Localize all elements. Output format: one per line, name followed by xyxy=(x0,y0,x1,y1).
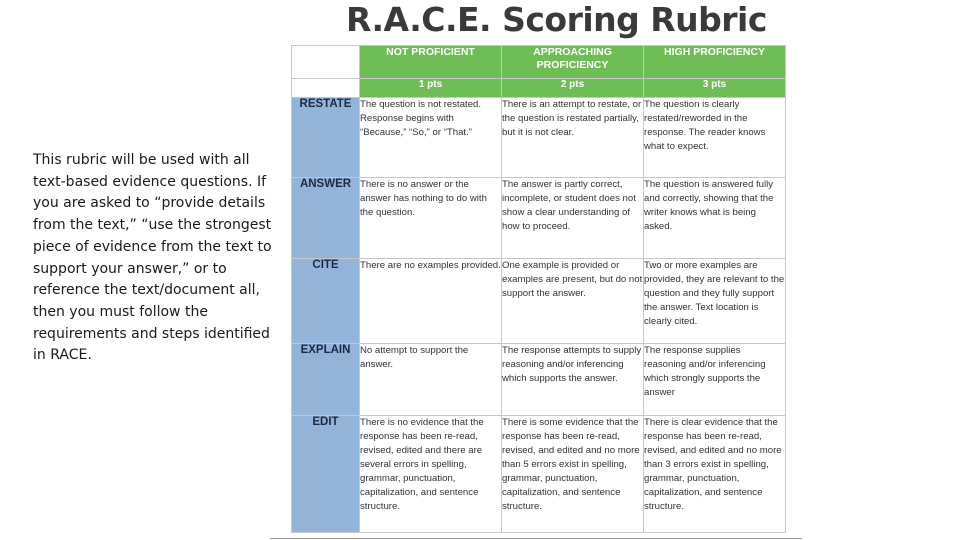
column-points: 3 pts xyxy=(644,79,786,98)
row-header-edit: EDIT xyxy=(292,416,360,533)
column-points: 1 pts xyxy=(360,79,502,98)
column-points: 2 pts xyxy=(502,79,644,98)
column-header-not-proficient: NOT PROFICIENT xyxy=(360,46,502,79)
corner-cell xyxy=(292,46,360,79)
corner-cell xyxy=(292,79,360,98)
row-header-restate: RESTATE xyxy=(292,98,360,178)
rubric-cell: Two or more examples are provided, they are relevant to the question and they fully support the answer. Text location is clearly cited. xyxy=(644,259,786,344)
intro-text: This rubric will be used with all text-based evidence questions. If you are asked to “provide details from the text,” “use the strongest piece of evidence from the text to support your answer,” or to reference the text/document all, then you must follow the requirements and steps identified in RACE. xyxy=(33,152,272,364)
rubric-row-edit xyxy=(292,416,786,533)
column-header-high-proficiency: HIGH PROFICIENCY xyxy=(644,46,786,79)
row-header-answer: ANSWER xyxy=(292,178,360,259)
rubric-row-explain xyxy=(292,344,786,416)
rubric-cell: One example is provided or examples are present, but do not support the answer. xyxy=(502,259,644,344)
rubric-cell: There is clear evidence that the response has been re-read, revised, and edited and no more than 3 errors exist in spelling, grammar, punctuation, capitalization, and sentence structure. xyxy=(644,416,786,533)
rubric-cell: The response supplies reasoning and/or inferencing which strongly supports the answer xyxy=(644,344,786,416)
rubric-cell: There is no answer or the answer has nothing to do with the question. xyxy=(360,178,502,259)
rubric-header-row xyxy=(292,46,786,79)
rubric-row-restate xyxy=(292,98,786,178)
row-header-explain: EXPLAIN xyxy=(292,344,360,416)
rubric-row-cite xyxy=(292,259,786,344)
bottom-divider xyxy=(270,538,802,539)
rubric-cell: No attempt to support the answer. xyxy=(360,344,502,416)
rubric-cell: The question is not restated. Response begins with “Because,” “So,” or “That.” xyxy=(360,98,502,178)
rubric-points-row xyxy=(292,79,786,98)
rubric-cell: There is some evidence that the response has been re-read, revised, and edited and no more than 5 errors exist in spelling, grammar, punctuation, capitalization, and sentence structure. xyxy=(502,416,644,533)
rubric-cell: The question is answered fully and correctly, showing that the writer knows what is being asked. xyxy=(644,178,786,259)
rubric-cell: There is no evidence that the response has been re-read, revised, edited and there are several errors in spelling, grammar, punctuation, capitalization, and sentence structure. xyxy=(360,416,502,533)
rubric-cell: There is an attempt to restate, or the question is restated partially, but it is not clear. xyxy=(502,98,644,178)
rubric-title: R.A.C.E. Scoring Rubric xyxy=(346,0,767,39)
rubric-cell: The answer is partly correct, incomplete, or student does not show a clear understanding of how to proceed. xyxy=(502,178,644,259)
rubric-cell: There are no examples provided. xyxy=(360,259,502,344)
rubric-table xyxy=(291,45,786,533)
rubric-cell: The response attempts to supply reasoning and/or inferencing which supports the answer. xyxy=(502,344,644,416)
column-header-approaching-proficiency: APPROACHING PROFICIENCY xyxy=(502,46,644,79)
rubric-cell: The question is clearly restated/reworded in the response. The reader knows what to expect. xyxy=(644,98,786,178)
row-header-cite: CITE xyxy=(292,259,360,344)
rubric-row-answer xyxy=(292,178,786,259)
